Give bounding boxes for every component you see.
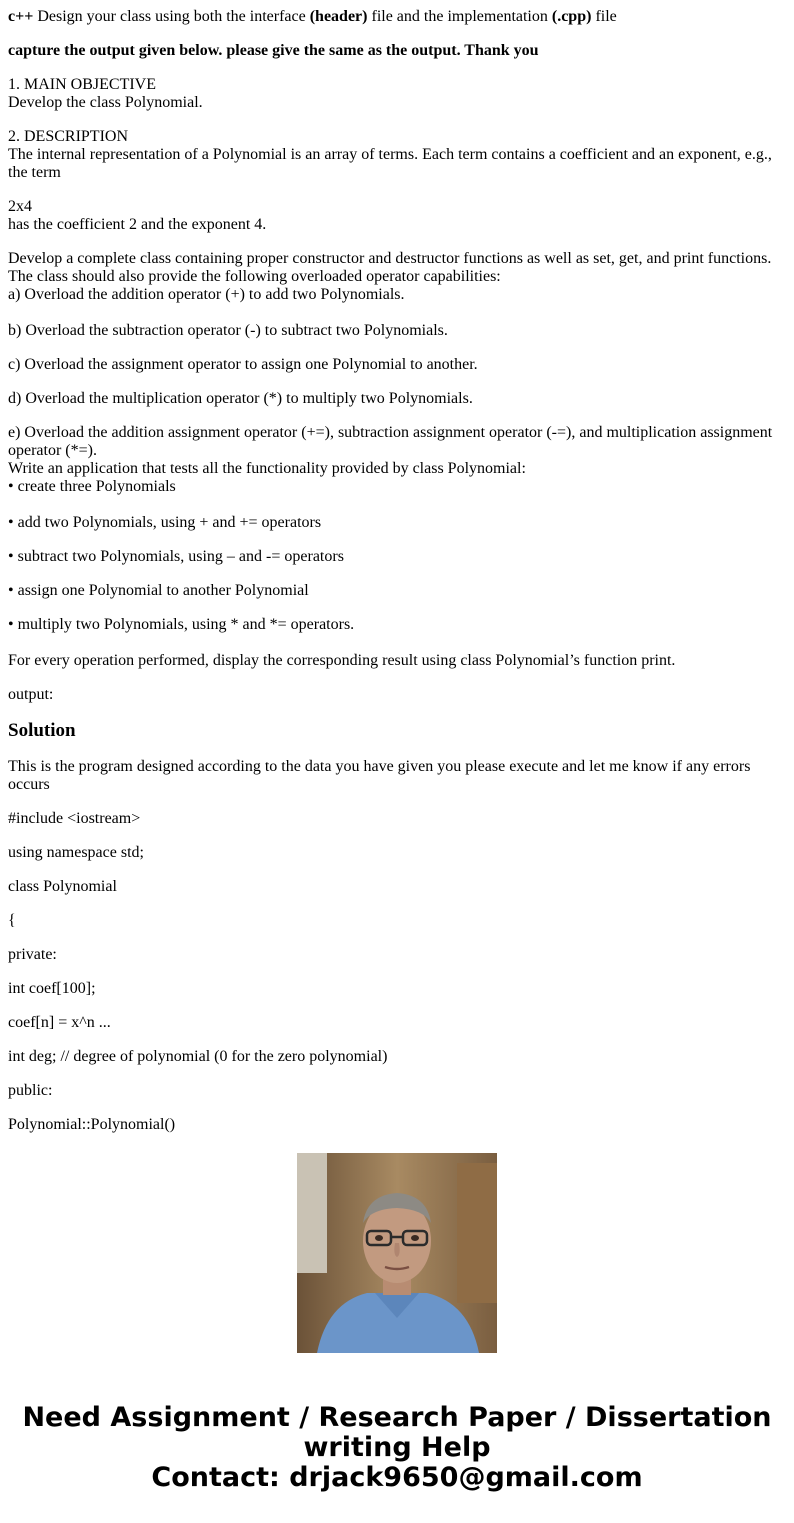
solution-heading: Solution: [8, 720, 76, 741]
operator-item-d: d) Overload the multiplication operator (*) to multiply two Polynomials.: [8, 390, 473, 407]
tutor-portrait-icon: [297, 1153, 497, 1353]
header-label: (header): [309, 8, 368, 25]
description-text: The internal representation of a Polynomial is an array of terms. Each term contains a coefficient and an exponent, e.g., the term: [8, 146, 772, 181]
promo-line: writing Help: [303, 1432, 491, 1463]
promo-contact: Contact: drjack9650@gmail.com: [151, 1462, 643, 1493]
bullet-item: • assign one Polynomial to another Polynomial: [8, 582, 309, 599]
bullet-item: • add two Polynomials, using + and += operators: [8, 514, 322, 531]
bullet-item: • multiply two Polynomials, using * and *= operators.: [8, 616, 355, 633]
description-heading: 2. DESCRIPTION: [8, 128, 129, 145]
lang-label: c++: [8, 8, 34, 25]
develop-block: Develop a complete class containing proper constructor and destructor functions as well as set, get, and print functions. The class should also provide the following overloaded operator capabilities: a) Overload the addition operator (+) to add two Polynomials.: [8, 250, 772, 303]
promo-banner: [0, 1403, 794, 1493]
request-line: capture the output given below. please give the same as the output. Thank you: [8, 42, 539, 59]
term-example: 2x4: [8, 198, 32, 215]
operator-item-c: c) Overload the assignment operator to assign one Polynomial to another.: [8, 356, 478, 373]
document-body: [8, 8, 786, 1133]
code-line: int deg; // degree of polynomial (0 for the zero polynomial): [8, 1048, 388, 1065]
operator-item-b: b) Overload the subtraction operator (-) to subtract two Polynomials.: [8, 322, 448, 339]
objective-heading: 1. MAIN OBJECTIVE: [8, 76, 156, 93]
code-line: using namespace std;: [8, 844, 144, 861]
application-line: Write an application that tests all the functionality provided by class Polynomial:: [8, 460, 526, 477]
tutor-avatar: [297, 1153, 497, 1353]
code-line: Polynomial::Polynomial(): [8, 1116, 176, 1133]
cpp-label: (.cpp): [551, 8, 592, 25]
code-line: class Polynomial: [8, 878, 117, 895]
every-operation-line: For every operation performed, display the corresponding result using class Polynomial’s function print.: [8, 652, 676, 669]
code-line: private:: [8, 946, 57, 963]
description-block: [8, 128, 786, 182]
operator-item-e-block: [8, 424, 786, 496]
bullet-item: • create three Polynomials: [8, 478, 176, 495]
output-label: output:: [8, 686, 54, 703]
objective-block: [8, 76, 786, 112]
question-intro: c++ Design your class using both the interface (header) file and the implementation (.cpp) file: [8, 8, 617, 25]
objective-text: Develop the class Polynomial.: [8, 94, 203, 111]
bullet-item: • subtract two Polynomials, using – and -= operators: [8, 548, 344, 565]
term-explanation: has the coefficient 2 and the exponent 4.: [8, 216, 267, 233]
code-line: coef[n] = x^n ...: [8, 1014, 111, 1031]
operator-item-a: a) Overload the addition operator (+) to add two Polynomials.: [8, 286, 405, 303]
operator-item-e: e) Overload the addition assignment operator (+=), subtraction assignment operator (-=), and multiplication assignment operator (*=).: [8, 424, 773, 459]
term-example-block: [8, 198, 786, 234]
code-line: #include <iostream>: [8, 810, 141, 827]
code-line: int coef[100];: [8, 980, 96, 997]
promo-line: Need Assignment / Research Paper / Dissertation: [22, 1402, 772, 1433]
solution-intro: This is the program designed according to the data you have given you please execute and let me know if any errors occurs: [8, 758, 751, 793]
code-line: public:: [8, 1082, 53, 1099]
code-line: {: [8, 912, 16, 929]
